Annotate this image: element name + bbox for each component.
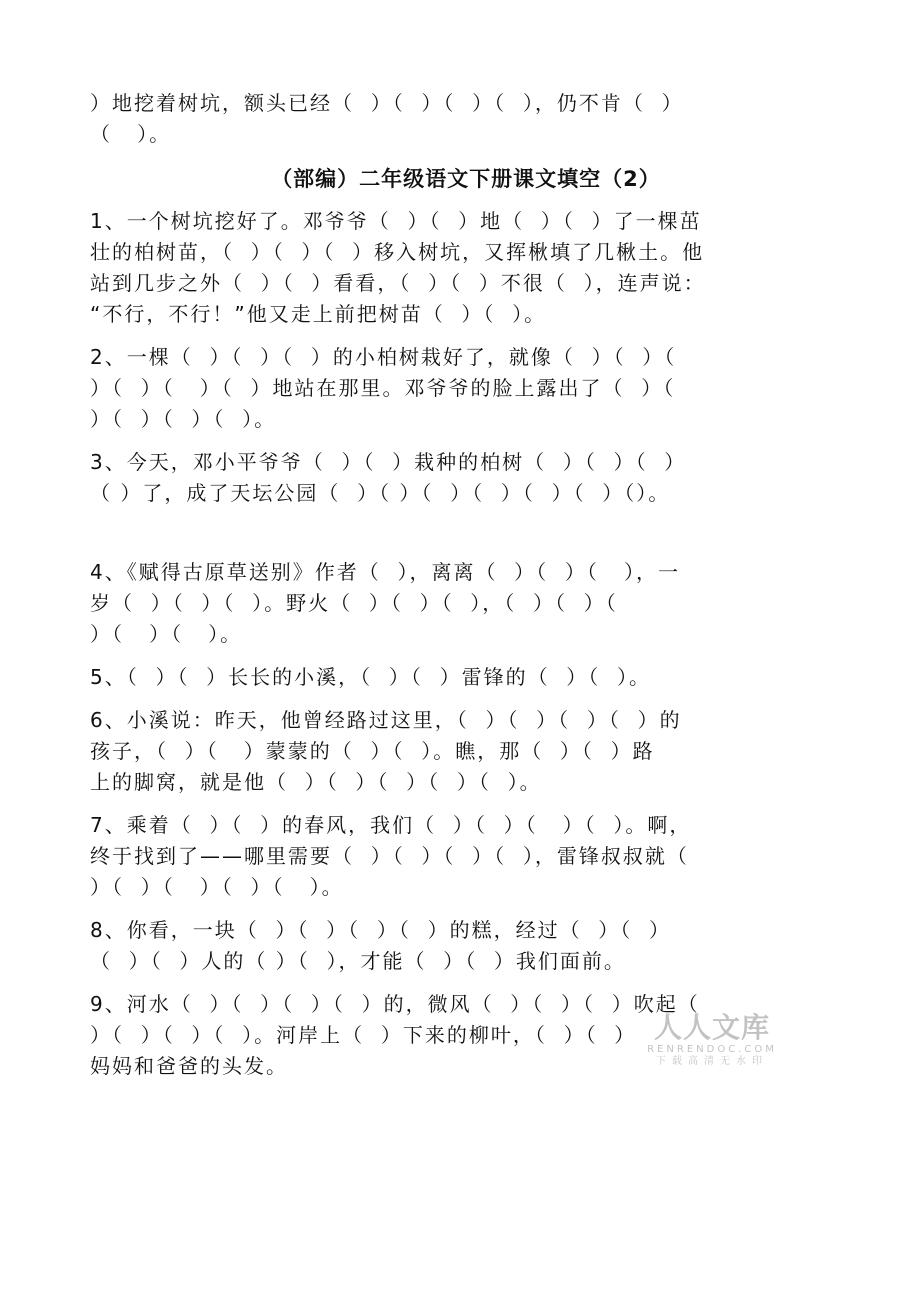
intro-line: （ ）。 (90, 122, 172, 146)
paragraph-8 (90, 915, 842, 977)
paragraph-line: 6、小溪说：昨天，他曾经路过这里，（ ）（ ）（ ）（ ）的 (90, 708, 682, 732)
paragraph-line: 1、一个树坑挖好了。邓爷爷（ ）（ ）地（ ）（ ）了一棵茁 (90, 209, 702, 233)
paragraph-7 (90, 810, 842, 903)
paragraph-line: 5、（ ）（ ）长长的小溪，（ ）（ ）雷锋的（ ）（ ）。 (90, 665, 652, 689)
watermark-domain-text: RENRENDOC.COM (647, 1044, 777, 1055)
paragraph-line: “不行，不行！”他又走上前把树苗（ ）（ ）。 (90, 302, 547, 326)
paragraph-line: 终于找到了——哪里需要（ ）（ ）（ ）（ ），雷锋叔叔就（ (90, 844, 689, 868)
paragraph-line: 妈妈和爸爸的头发。 (90, 1054, 288, 1078)
page-title: （部编）二年级语文下册课文填空（2） (271, 167, 661, 191)
paragraph-line: 上的脚窝，就是他（ ）（ ）（ ）（ ）（ ）。 (90, 770, 542, 794)
watermark-slogan-text: 下载高清无水印 (656, 1056, 768, 1067)
watermark-main-text: 人人文库 (653, 1011, 770, 1044)
paragraph-9 (90, 989, 842, 1082)
paragraph-line: 4、《赋得古原草送别》作者（ ），离离（ ）（ ）（ ），一 (90, 560, 680, 584)
paragraph-line: 站到几步之外（ ）（ ）看看，（ ）（ ）不很（ ），连声说： (90, 271, 706, 295)
paragraph-line: ）（ ）（ ）（ ）。 (90, 407, 277, 431)
paragraph-line: （ ）（ ）人的（ ）（ ），才能（ ）（ ）我们面前。 (90, 949, 626, 973)
paragraph-6 (90, 705, 842, 798)
intro-paragraph (90, 88, 842, 150)
document-body (90, 88, 842, 1094)
paragraph-line: ）（ ）（ ）（ ）（ ）。 (90, 875, 344, 899)
paragraph-line: ）（ ）（ ）。 (90, 622, 243, 646)
paragraph-line: 岁（ ）（ ）（ ）。野火（ ）（ ）（ ），（ ）（ ）（ (90, 591, 618, 615)
paragraph-4 (90, 557, 842, 650)
paragraph-3 (90, 447, 842, 509)
paragraph-line: 7、乘着（ ）（ ）的春风，我们（ ）（ ）（ ）（ ）。啊， (90, 813, 692, 837)
paragraph-line: ）（ ）（ ）（ ）地站在那里。邓爷爷的脸上露出了（ ）（ (90, 376, 676, 400)
paragraph-line: 孩子，（ ）（ ）蒙蒙的（ ）（ ）。瞧，那（ ）（ ）路 (90, 739, 655, 763)
paragraph-line: ）（ ）（ ）（ ）。河岸上（ ）下来的柳叶，（ ）（ ） (90, 1023, 637, 1047)
paragraph-line: 壮的柏树苗，（ ）（ ）（ ）移入树坑，又挥楸填了几楸土。他 (90, 240, 705, 264)
paragraph-5 (90, 662, 842, 693)
paragraph-line: 2、一棵（ ）（ ）（ ）的小柏树栽好了，就像（ ）（ ）（ (90, 345, 677, 369)
paragraph-2 (90, 342, 842, 435)
paragraph-line: 9、河水（ ）（ ）（ ）（ ）的，微风（ ）（ ）（ ）吹起（ (90, 992, 700, 1016)
paragraph-line: （ ）了，成了天坛公园（ ）（ ）（ ）（ ）（ ）（ ）（）。 (90, 481, 671, 505)
paragraph-line: 8、你看，一块（ ）（ ）（ ）（ ）的糕，经过（ ）（ ） (90, 918, 672, 942)
intro-line: ）地挖着树坑，额头已经（ ）（ ）（ ）（ ），仍不肯（ ） (90, 91, 684, 115)
paragraph-1 (90, 206, 842, 330)
paragraph-line: 3、今天，邓小平爷爷（ ）（ ）栽种的柏树（ ）（ ）（ ） (90, 450, 687, 474)
